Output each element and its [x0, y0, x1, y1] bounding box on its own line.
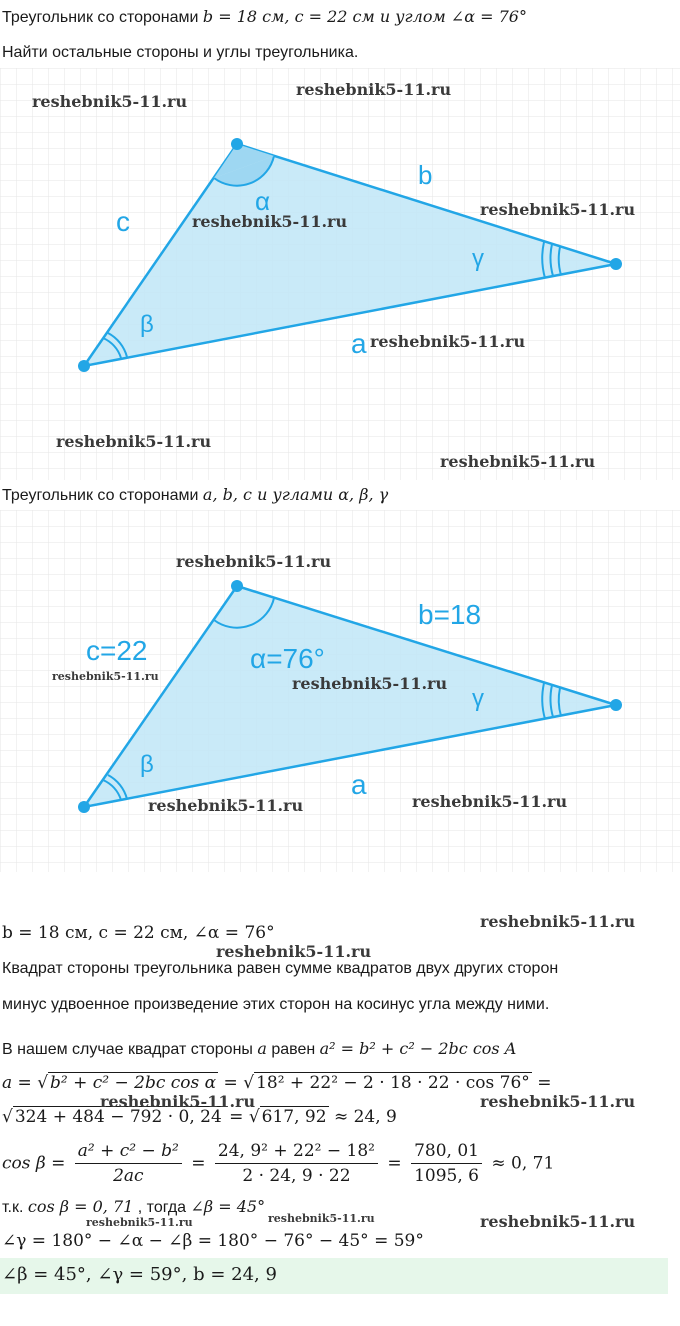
- watermark: reshebnik5-11.ru: [268, 1212, 375, 1225]
- watermark: reshebnik5-11.ru: [480, 1212, 636, 1231]
- watermark: reshebnik5-11.ru: [86, 1216, 193, 1229]
- fraction-numeric: [215, 1140, 378, 1187]
- eq-sign: =: [191, 1153, 206, 1174]
- eq-sign: =: [223, 1107, 249, 1127]
- watermark: reshebnik5-11.ru: [296, 80, 452, 99]
- label-alpha: α: [255, 186, 271, 216]
- calc-a-sqrt-numeric: 18² + 22² − 2 · 18 · 22 · cos 76°: [256, 1073, 530, 1093]
- watermark: reshebnik5-11.ru: [56, 432, 212, 451]
- title-math: b = 18 см, c = 22 см и углом ∠α = 76°: [202, 7, 527, 26]
- vertex-right: [610, 699, 622, 711]
- therefore-mid: , тогда: [133, 1199, 191, 1216]
- label-beta: β: [140, 311, 154, 338]
- case-mid: равен: [266, 1041, 320, 1058]
- rule-text-2: минус удвоенное произведение этих сторон на косинус угла между ними.: [2, 996, 550, 1013]
- label-b: b=18: [418, 599, 482, 630]
- label-c: c: [116, 206, 130, 237]
- eq-sign: =: [531, 1073, 552, 1093]
- label-c: c=22: [86, 635, 148, 666]
- task-text: Найти остальные стороны и углы треугольника.: [2, 44, 359, 61]
- fraction-denominator: 2ac: [113, 1166, 144, 1186]
- watermark: reshebnik5-11.ru: [148, 796, 304, 815]
- caption-2-math: a, b, c и углами α, β, γ: [202, 485, 389, 504]
- therefore-math-1: cos β = 0, 71: [27, 1197, 134, 1216]
- fraction-numerator: 780, 01: [411, 1140, 482, 1164]
- fraction-general: [75, 1140, 182, 1187]
- watermark: reshebnik5-11.ru: [412, 792, 568, 811]
- fraction-denominator: 1095, 6: [414, 1166, 479, 1186]
- vertex-right: [610, 258, 622, 270]
- caption-2-prefix: Треугольник со сторонами: [2, 487, 203, 504]
- calc-a-sqrt-general: b² + c² − 2bc cos α: [50, 1073, 217, 1093]
- calc-a-lhs: a =: [2, 1073, 38, 1093]
- cos-beta-result: ≈ 0, 71: [491, 1153, 555, 1174]
- eq-sign: =: [218, 1073, 244, 1093]
- rule-text-1: Квадрат стороны треугольника равен сумме квадратов двух других сторон: [2, 960, 559, 977]
- watermark: reshebnik5-11.ru: [100, 1092, 256, 1111]
- label-gamma: γ: [472, 685, 484, 712]
- eq-sign: =: [387, 1153, 402, 1174]
- vertex-left: [78, 360, 90, 372]
- answer-box: [0, 1258, 668, 1294]
- watermark: reshebnik5-11.ru: [192, 212, 348, 231]
- label-a: a: [351, 328, 367, 359]
- watermark: reshebnik5-11.ru: [480, 912, 636, 931]
- watermark: reshebnik5-11.ru: [370, 332, 526, 351]
- vertex-top: [231, 580, 243, 592]
- label-gamma: γ: [472, 245, 484, 272]
- cos-beta-lhs: cos β =: [2, 1153, 71, 1174]
- fraction-denominator: 2 · 24, 9 · 22: [242, 1166, 351, 1186]
- vertex-left: [78, 801, 90, 813]
- watermark: reshebnik5-11.ru: [32, 92, 188, 111]
- problem-title: [2, 6, 527, 29]
- watermark: reshebnik5-11.ru: [176, 552, 332, 571]
- label-b: b: [418, 160, 433, 190]
- case-var: a: [257, 1039, 267, 1058]
- answer-text: ∠β = 45°, ∠γ = 59°, b = 24, 9: [2, 1264, 277, 1285]
- watermark: reshebnik5-11.ru: [216, 942, 372, 961]
- calc-a-sqrt-values: 324 + 484 − 792 · 0, 24: [14, 1107, 222, 1127]
- calc-a-line-2: √ 324 + 484 − 792 · 0, 24 = √ 617, 92 ≈ 24, 9: [2, 1107, 397, 1127]
- label-a: a: [351, 769, 367, 800]
- title-prefix: Треугольник со сторонами: [2, 9, 203, 26]
- gamma-line: ∠γ = 180° − ∠α − ∠β = 180° − 76° − 45° = 59°: [2, 1231, 424, 1251]
- calc-a-line-1: a = √ b² + c² − 2bc cos α = √ 18² + 22² − 2 · 18 · 22 · cos 76° =: [2, 1073, 552, 1093]
- watermark: reshebnik5-11.ru: [52, 670, 159, 683]
- watermark: reshebnik5-11.ru: [480, 1092, 636, 1111]
- calc-a-sqrt-sum: 617, 92: [261, 1107, 327, 1127]
- fraction-numerator: a² + c² − b²: [75, 1140, 182, 1164]
- label-beta: β: [140, 751, 154, 778]
- therefore-prefix: т.к.: [2, 1199, 28, 1216]
- watermark: reshebnik5-11.ru: [480, 200, 636, 219]
- fraction-numerator: 24, 9² + 22² − 18²: [215, 1140, 378, 1164]
- case-line: [2, 1038, 516, 1061]
- label-alpha: α=76°: [250, 643, 325, 674]
- vertex-top: [231, 138, 243, 150]
- fraction-result: [411, 1140, 482, 1187]
- caption-2: [2, 484, 388, 507]
- therefore-math-2: ∠β = 45°: [190, 1197, 266, 1216]
- watermark: reshebnik5-11.ru: [440, 452, 596, 471]
- case-text: В нашем случае квадрат стороны: [2, 1041, 258, 1058]
- figure-triangle-general: [0, 68, 680, 480]
- given-line: b = 18 см, c = 22 см, ∠α = 76°: [2, 923, 275, 943]
- law-of-cosines-formula: a² = b² + c² − 2bc cos A: [319, 1039, 517, 1058]
- cos-beta-line: [2, 1140, 554, 1187]
- watermark: reshebnik5-11.ru: [292, 674, 448, 693]
- calc-a-result: ≈ 24, 9: [328, 1107, 397, 1127]
